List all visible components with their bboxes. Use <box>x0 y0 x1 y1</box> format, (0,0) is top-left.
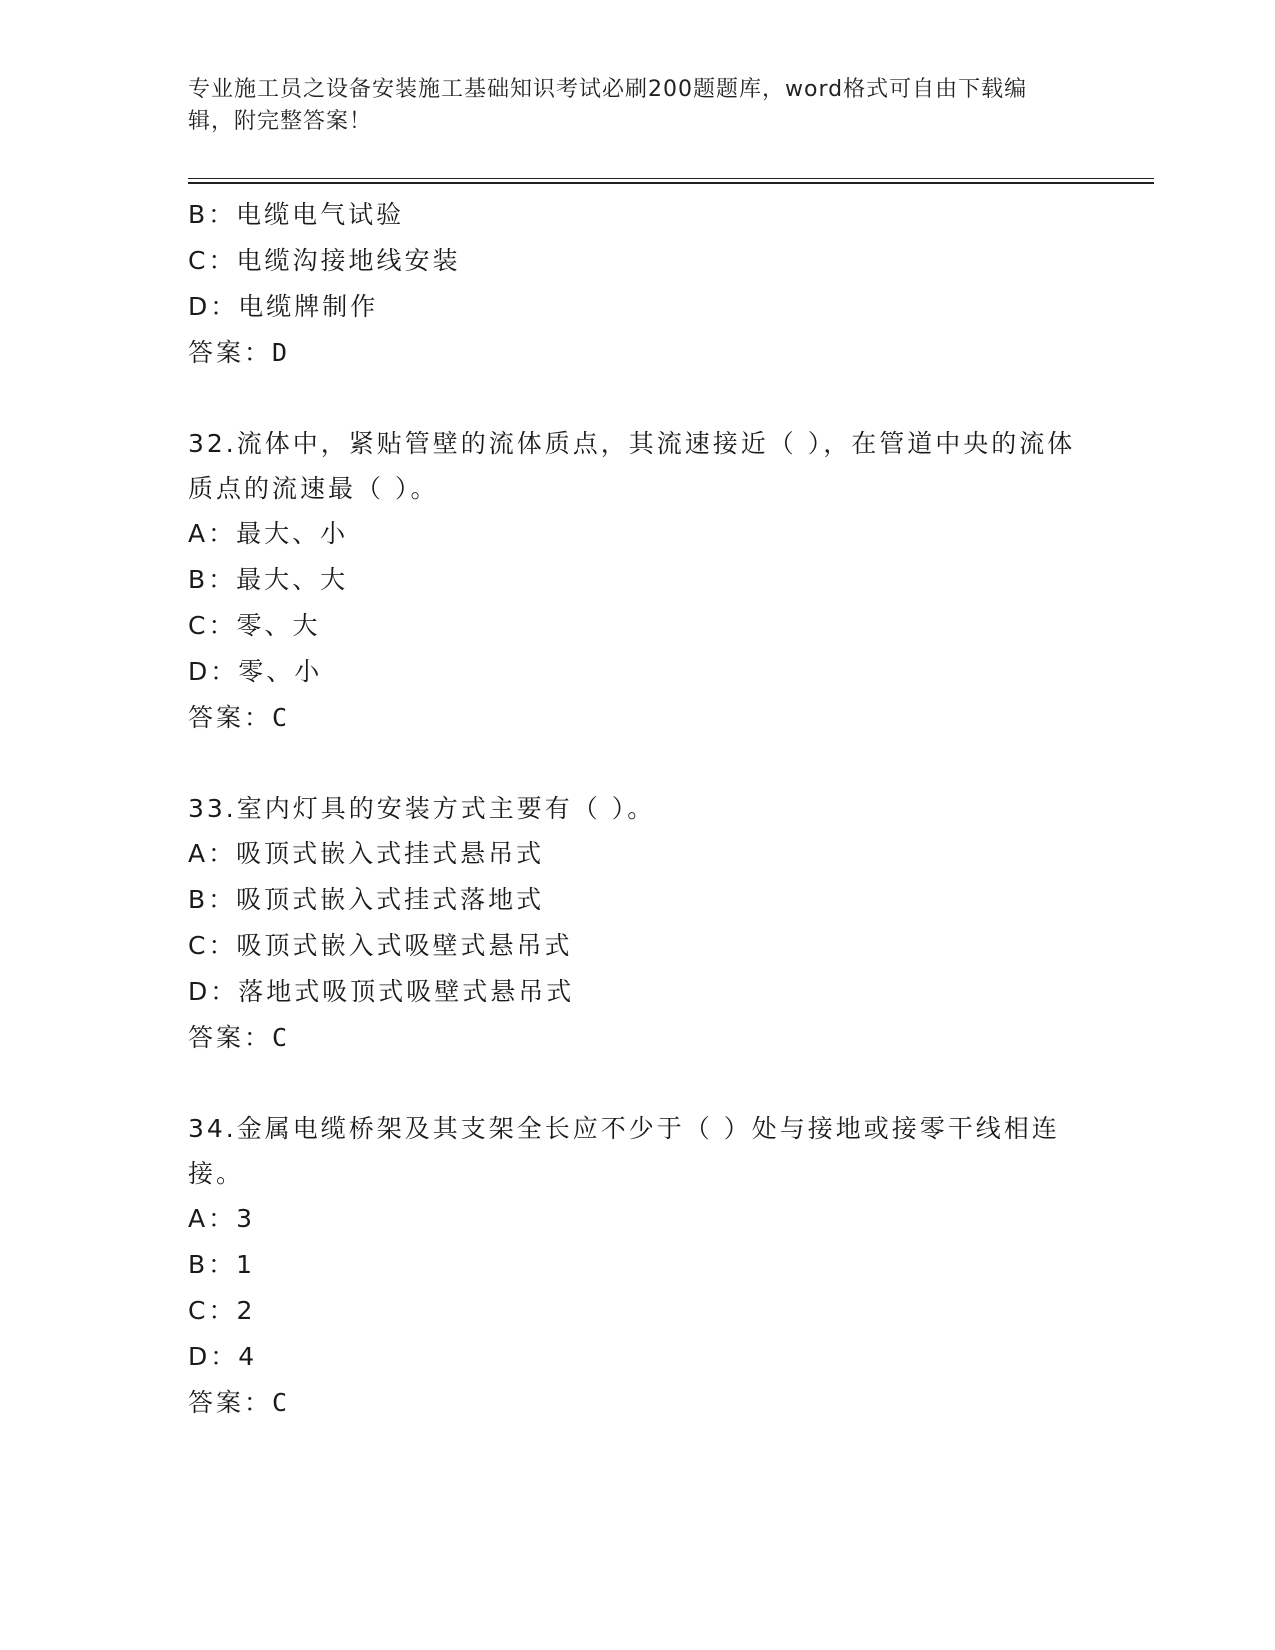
question-33 <box>188 786 1078 1061</box>
option-c: C：2 <box>188 1296 256 1325</box>
answer-line <box>188 1015 1078 1061</box>
option-c: C：电缆沟接地线安装 <box>188 246 461 275</box>
header-divider-thick <box>188 182 1154 184</box>
answer-label: 答案： <box>188 338 273 367</box>
question-spacer <box>188 1061 1078 1106</box>
answer-value: C <box>272 1023 288 1052</box>
question-spacer <box>188 741 1078 786</box>
option-b: B：电缆电气试验 <box>188 200 405 229</box>
question-34 <box>188 1106 1078 1426</box>
question-text: 33.室内灯具的安装方式主要有（ ）。 <box>188 794 656 823</box>
option-a: A：吸顶式嵌入式挂式悬吊式 <box>188 839 545 868</box>
question-text: 34.金属电缆桥架及其支架全长应不少于（ ）处与接地或接零干线相连接。 <box>188 1114 1060 1188</box>
answer-line <box>188 330 1078 376</box>
answer-label: 答案： <box>188 1023 273 1052</box>
option-b: B：最大、大 <box>188 565 349 594</box>
question-spacer <box>188 376 1078 421</box>
question-list <box>188 192 1078 1426</box>
answer-label: 答案： <box>188 1388 273 1417</box>
document-header: 专业施工员之设备安装施工基础知识考试必刷200题题库，word格式可自由下载编辑，附完整答案！ <box>188 77 1028 134</box>
answer-line <box>188 695 1078 741</box>
option-b: B：吸顶式嵌入式挂式落地式 <box>188 885 545 914</box>
option-c: C：吸顶式嵌入式吸壁式悬吊式 <box>188 931 573 960</box>
option-d: D：电缆牌制作 <box>188 292 379 321</box>
option-a: A：3 <box>188 1204 256 1233</box>
option-b: B：1 <box>188 1250 256 1279</box>
option-d: D：4 <box>188 1342 258 1371</box>
header-divider-thin <box>188 178 1154 179</box>
option-c: C：零、大 <box>188 611 321 640</box>
answer-label: 答案： <box>188 703 273 732</box>
answer-value: D <box>272 338 288 367</box>
option-d: D：零、小 <box>188 657 323 686</box>
question-32 <box>188 421 1078 741</box>
answer-value: C <box>272 1388 288 1417</box>
question-text: 32.流体中，紧贴管壁的流体质点，其流速接近（ ），在管道中央的流体质点的流速最（ ）。 <box>188 429 1076 503</box>
answer-line <box>188 1380 1078 1426</box>
answer-value: C <box>272 703 288 732</box>
option-a: A：最大、小 <box>188 519 349 548</box>
continued-question <box>188 192 1078 376</box>
option-d: D：落地式吸顶式吸壁式悬吊式 <box>188 977 575 1006</box>
